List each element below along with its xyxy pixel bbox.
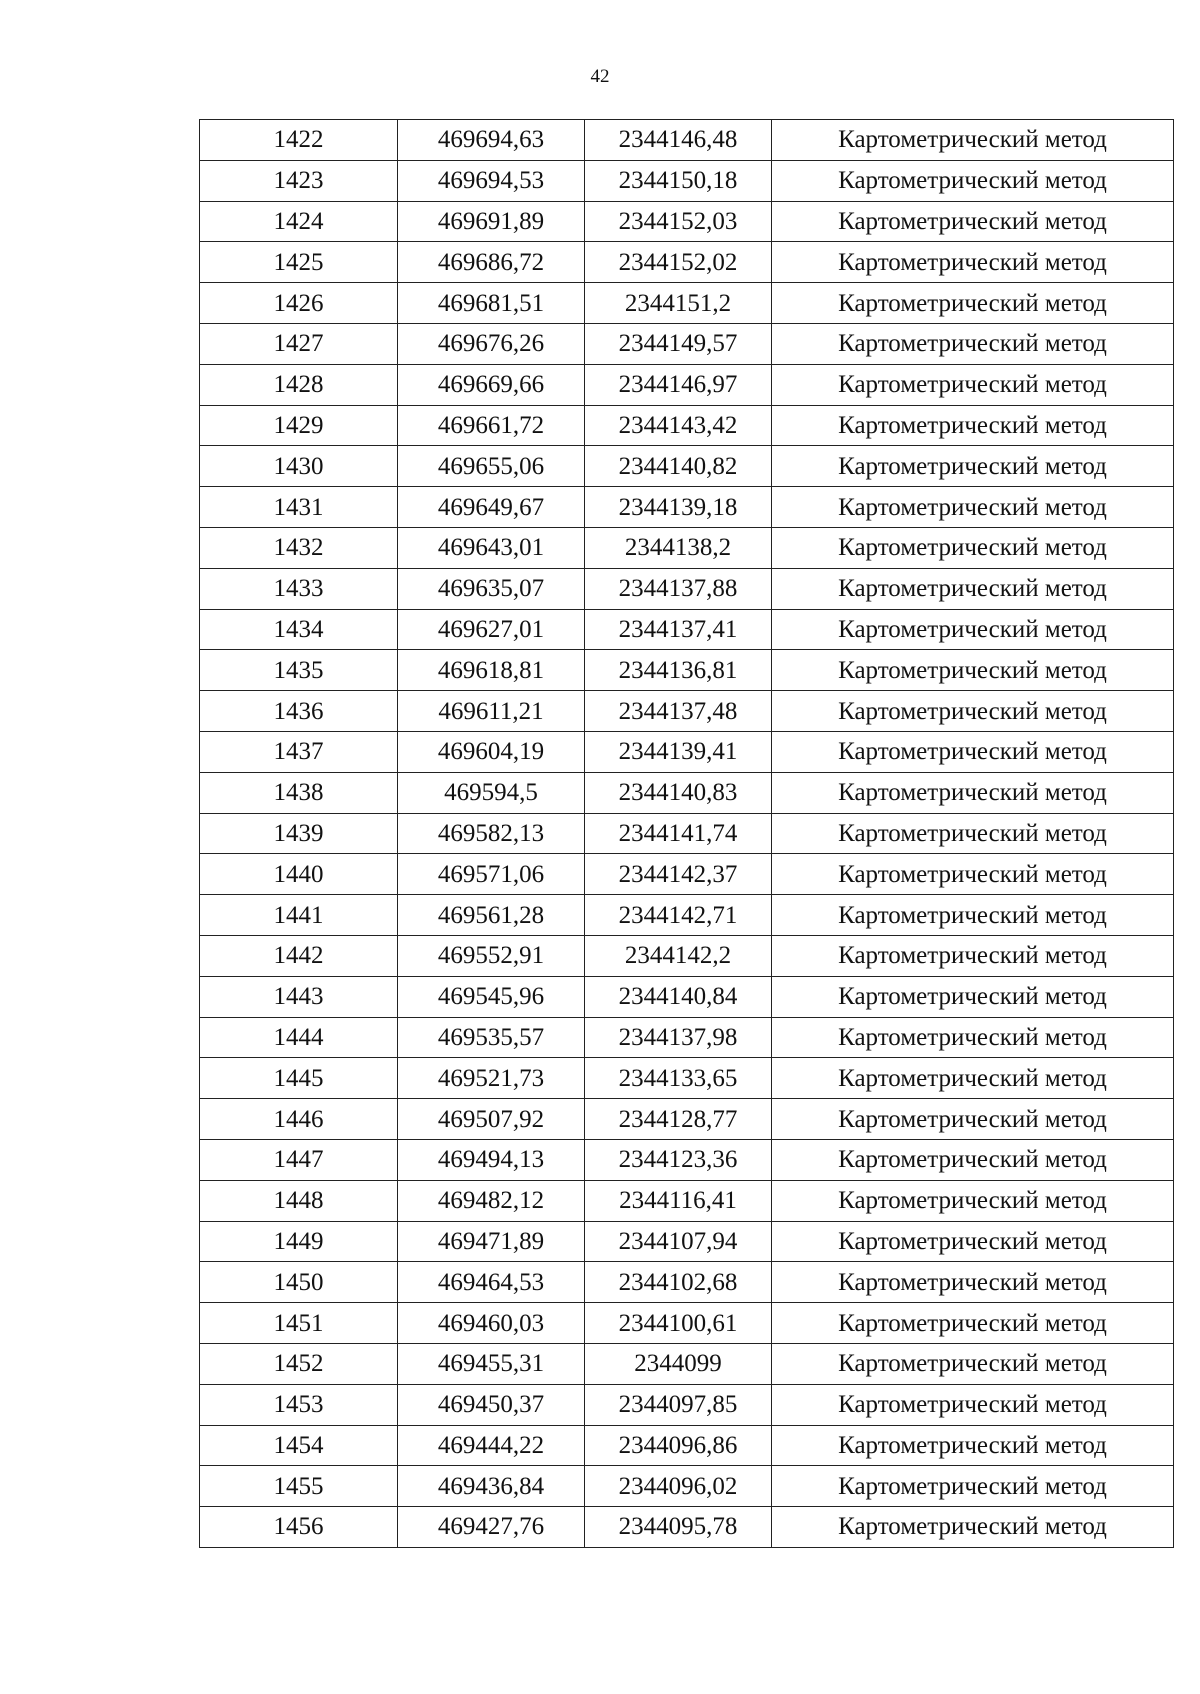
table-row bbox=[200, 1099, 1174, 1140]
point-number-cell: 1447 bbox=[200, 1139, 398, 1180]
y-coordinate-cell: 2344143,42 bbox=[585, 405, 772, 446]
point-number-cell: 1432 bbox=[200, 527, 398, 568]
point-number-cell: 1430 bbox=[200, 446, 398, 487]
point-number-cell: 1443 bbox=[200, 976, 398, 1017]
method-cell: Картометрический метод bbox=[772, 1425, 1174, 1466]
x-coordinate-cell: 469571,06 bbox=[398, 854, 585, 895]
table-row bbox=[200, 120, 1174, 161]
y-coordinate-cell: 2344097,85 bbox=[585, 1384, 772, 1425]
method-cell: Картометрический метод bbox=[772, 1303, 1174, 1344]
y-coordinate-cell: 2344139,41 bbox=[585, 731, 772, 772]
method-cell: Картометрический метод bbox=[772, 609, 1174, 650]
y-coordinate-cell: 2344141,74 bbox=[585, 813, 772, 854]
point-number-cell: 1423 bbox=[200, 160, 398, 201]
x-coordinate-cell: 469618,81 bbox=[398, 650, 585, 691]
method-cell: Картометрический метод bbox=[772, 1139, 1174, 1180]
y-coordinate-cell: 2344137,48 bbox=[585, 691, 772, 732]
method-cell: Картометрический метод bbox=[772, 160, 1174, 201]
x-coordinate-cell: 469535,57 bbox=[398, 1017, 585, 1058]
point-number-cell: 1431 bbox=[200, 487, 398, 528]
table-row bbox=[200, 1507, 1174, 1548]
y-coordinate-cell: 2344152,02 bbox=[585, 242, 772, 283]
x-coordinate-cell: 469594,5 bbox=[398, 772, 585, 813]
y-coordinate-cell: 2344096,86 bbox=[585, 1425, 772, 1466]
x-coordinate-cell: 469681,51 bbox=[398, 283, 585, 324]
method-cell: Картометрический метод bbox=[772, 772, 1174, 813]
point-number-cell: 1445 bbox=[200, 1058, 398, 1099]
y-coordinate-cell: 2344138,2 bbox=[585, 527, 772, 568]
table-row bbox=[200, 1425, 1174, 1466]
y-coordinate-cell: 2344116,41 bbox=[585, 1180, 772, 1221]
method-cell: Картометрический метод bbox=[772, 1384, 1174, 1425]
x-coordinate-cell: 469627,01 bbox=[398, 609, 585, 650]
y-coordinate-cell: 2344142,71 bbox=[585, 895, 772, 936]
point-number-cell: 1442 bbox=[200, 935, 398, 976]
table-row bbox=[200, 731, 1174, 772]
point-number-cell: 1453 bbox=[200, 1384, 398, 1425]
x-coordinate-cell: 469444,22 bbox=[398, 1425, 585, 1466]
x-coordinate-cell: 469582,13 bbox=[398, 813, 585, 854]
y-coordinate-cell: 2344142,2 bbox=[585, 935, 772, 976]
x-coordinate-cell: 469686,72 bbox=[398, 242, 585, 283]
y-coordinate-cell: 2344137,98 bbox=[585, 1017, 772, 1058]
x-coordinate-cell: 469521,73 bbox=[398, 1058, 585, 1099]
table-row bbox=[200, 446, 1174, 487]
table-row bbox=[200, 1017, 1174, 1058]
table-row bbox=[200, 1343, 1174, 1384]
method-cell: Картометрический метод bbox=[772, 487, 1174, 528]
table-row bbox=[200, 1303, 1174, 1344]
x-coordinate-cell: 469482,12 bbox=[398, 1180, 585, 1221]
table-row bbox=[200, 1058, 1174, 1099]
y-coordinate-cell: 2344137,88 bbox=[585, 568, 772, 609]
x-coordinate-cell: 469494,13 bbox=[398, 1139, 585, 1180]
point-number-cell: 1449 bbox=[200, 1221, 398, 1262]
method-cell: Картометрический метод bbox=[772, 691, 1174, 732]
y-coordinate-cell: 2344133,65 bbox=[585, 1058, 772, 1099]
table-row bbox=[200, 405, 1174, 446]
y-coordinate-cell: 2344099 bbox=[585, 1343, 772, 1384]
method-cell: Картометрический метод bbox=[772, 323, 1174, 364]
y-coordinate-cell: 2344107,94 bbox=[585, 1221, 772, 1262]
point-number-cell: 1437 bbox=[200, 731, 398, 772]
x-coordinate-cell: 469561,28 bbox=[398, 895, 585, 936]
x-coordinate-cell: 469471,89 bbox=[398, 1221, 585, 1262]
point-number-cell: 1433 bbox=[200, 568, 398, 609]
method-cell: Картометрический метод bbox=[772, 1058, 1174, 1099]
point-number-cell: 1434 bbox=[200, 609, 398, 650]
y-coordinate-cell: 2344136,81 bbox=[585, 650, 772, 691]
x-coordinate-cell: 469427,76 bbox=[398, 1507, 585, 1548]
table-row bbox=[200, 813, 1174, 854]
y-coordinate-cell: 2344140,84 bbox=[585, 976, 772, 1017]
method-cell: Картометрический метод bbox=[772, 405, 1174, 446]
table-row bbox=[200, 1221, 1174, 1262]
x-coordinate-cell: 469676,26 bbox=[398, 323, 585, 364]
method-cell: Картометрический метод bbox=[772, 1221, 1174, 1262]
x-coordinate-cell: 469611,21 bbox=[398, 691, 585, 732]
point-number-cell: 1435 bbox=[200, 650, 398, 691]
point-number-cell: 1451 bbox=[200, 1303, 398, 1344]
y-coordinate-cell: 2344140,82 bbox=[585, 446, 772, 487]
point-number-cell: 1424 bbox=[200, 201, 398, 242]
point-number-cell: 1429 bbox=[200, 405, 398, 446]
point-number-cell: 1425 bbox=[200, 242, 398, 283]
table-row bbox=[200, 364, 1174, 405]
method-cell: Картометрический метод bbox=[772, 120, 1174, 161]
table-row bbox=[200, 283, 1174, 324]
table-row bbox=[200, 487, 1174, 528]
method-cell: Картометрический метод bbox=[772, 1180, 1174, 1221]
point-number-cell: 1438 bbox=[200, 772, 398, 813]
method-cell: Картометрический метод bbox=[772, 1343, 1174, 1384]
x-coordinate-cell: 469604,19 bbox=[398, 731, 585, 772]
method-cell: Картометрический метод bbox=[772, 854, 1174, 895]
method-cell: Картометрический метод bbox=[772, 976, 1174, 1017]
method-cell: Картометрический метод bbox=[772, 1262, 1174, 1303]
x-coordinate-cell: 469694,53 bbox=[398, 160, 585, 201]
x-coordinate-cell: 469552,91 bbox=[398, 935, 585, 976]
method-cell: Картометрический метод bbox=[772, 446, 1174, 487]
table-row bbox=[200, 895, 1174, 936]
method-cell: Картометрический метод bbox=[772, 568, 1174, 609]
table-row bbox=[200, 609, 1174, 650]
y-coordinate-cell: 2344146,97 bbox=[585, 364, 772, 405]
y-coordinate-cell: 2344095,78 bbox=[585, 1507, 772, 1548]
y-coordinate-cell: 2344139,18 bbox=[585, 487, 772, 528]
y-coordinate-cell: 2344137,41 bbox=[585, 609, 772, 650]
y-coordinate-cell: 2344142,37 bbox=[585, 854, 772, 895]
x-coordinate-cell: 469464,53 bbox=[398, 1262, 585, 1303]
method-cell: Картометрический метод bbox=[772, 731, 1174, 772]
method-cell: Картометрический метод bbox=[772, 1099, 1174, 1140]
point-number-cell: 1448 bbox=[200, 1180, 398, 1221]
point-number-cell: 1446 bbox=[200, 1099, 398, 1140]
point-number-cell: 1450 bbox=[200, 1262, 398, 1303]
point-number-cell: 1452 bbox=[200, 1343, 398, 1384]
method-cell: Картометрический метод bbox=[772, 201, 1174, 242]
table-row bbox=[200, 854, 1174, 895]
point-number-cell: 1436 bbox=[200, 691, 398, 732]
coordinates-table bbox=[199, 119, 1174, 1548]
point-number-cell: 1422 bbox=[200, 120, 398, 161]
table-row bbox=[200, 935, 1174, 976]
x-coordinate-cell: 469643,01 bbox=[398, 527, 585, 568]
table-row bbox=[200, 691, 1174, 732]
point-number-cell: 1454 bbox=[200, 1425, 398, 1466]
method-cell: Картометрический метод bbox=[772, 895, 1174, 936]
method-cell: Картометрический метод bbox=[772, 242, 1174, 283]
method-cell: Картометрический метод bbox=[772, 1507, 1174, 1548]
x-coordinate-cell: 469450,37 bbox=[398, 1384, 585, 1425]
x-coordinate-cell: 469661,72 bbox=[398, 405, 585, 446]
x-coordinate-cell: 469460,03 bbox=[398, 1303, 585, 1344]
point-number-cell: 1455 bbox=[200, 1466, 398, 1507]
x-coordinate-cell: 469455,31 bbox=[398, 1343, 585, 1384]
y-coordinate-cell: 2344100,61 bbox=[585, 1303, 772, 1344]
table-row bbox=[200, 976, 1174, 1017]
method-cell: Картометрический метод bbox=[772, 650, 1174, 691]
x-coordinate-cell: 469669,66 bbox=[398, 364, 585, 405]
method-cell: Картометрический метод bbox=[772, 935, 1174, 976]
method-cell: Картометрический метод bbox=[772, 527, 1174, 568]
x-coordinate-cell: 469436,84 bbox=[398, 1466, 585, 1507]
table-row bbox=[200, 160, 1174, 201]
y-coordinate-cell: 2344140,83 bbox=[585, 772, 772, 813]
y-coordinate-cell: 2344102,68 bbox=[585, 1262, 772, 1303]
point-number-cell: 1440 bbox=[200, 854, 398, 895]
method-cell: Картометрический метод bbox=[772, 1466, 1174, 1507]
table-row bbox=[200, 568, 1174, 609]
y-coordinate-cell: 2344096,02 bbox=[585, 1466, 772, 1507]
x-coordinate-cell: 469691,89 bbox=[398, 201, 585, 242]
table-row bbox=[200, 201, 1174, 242]
y-coordinate-cell: 2344149,57 bbox=[585, 323, 772, 364]
x-coordinate-cell: 469635,07 bbox=[398, 568, 585, 609]
point-number-cell: 1439 bbox=[200, 813, 398, 854]
table-row bbox=[200, 650, 1174, 691]
y-coordinate-cell: 2344146,48 bbox=[585, 120, 772, 161]
table-row bbox=[200, 772, 1174, 813]
x-coordinate-cell: 469507,92 bbox=[398, 1099, 585, 1140]
y-coordinate-cell: 2344152,03 bbox=[585, 201, 772, 242]
method-cell: Картометрический метод bbox=[772, 283, 1174, 324]
method-cell: Картометрический метод bbox=[772, 813, 1174, 854]
point-number-cell: 1444 bbox=[200, 1017, 398, 1058]
y-coordinate-cell: 2344123,36 bbox=[585, 1139, 772, 1180]
table-row bbox=[200, 527, 1174, 568]
method-cell: Картометрический метод bbox=[772, 364, 1174, 405]
point-number-cell: 1427 bbox=[200, 323, 398, 364]
page-number: 42 bbox=[590, 66, 610, 87]
x-coordinate-cell: 469694,63 bbox=[398, 120, 585, 161]
table-row bbox=[200, 1262, 1174, 1303]
table-row bbox=[200, 1466, 1174, 1507]
table-row bbox=[200, 1139, 1174, 1180]
x-coordinate-cell: 469649,67 bbox=[398, 487, 585, 528]
point-number-cell: 1426 bbox=[200, 283, 398, 324]
x-coordinate-cell: 469655,06 bbox=[398, 446, 585, 487]
coordinates-table-body bbox=[200, 120, 1174, 1548]
table-row bbox=[200, 1384, 1174, 1425]
point-number-cell: 1441 bbox=[200, 895, 398, 936]
y-coordinate-cell: 2344151,2 bbox=[585, 283, 772, 324]
method-cell: Картометрический метод bbox=[772, 1017, 1174, 1058]
x-coordinate-cell: 469545,96 bbox=[398, 976, 585, 1017]
table-row bbox=[200, 242, 1174, 283]
y-coordinate-cell: 2344128,77 bbox=[585, 1099, 772, 1140]
table-row bbox=[200, 323, 1174, 364]
point-number-cell: 1456 bbox=[200, 1507, 398, 1548]
point-number-cell: 1428 bbox=[200, 364, 398, 405]
table-row bbox=[200, 1180, 1174, 1221]
y-coordinate-cell: 2344150,18 bbox=[585, 160, 772, 201]
